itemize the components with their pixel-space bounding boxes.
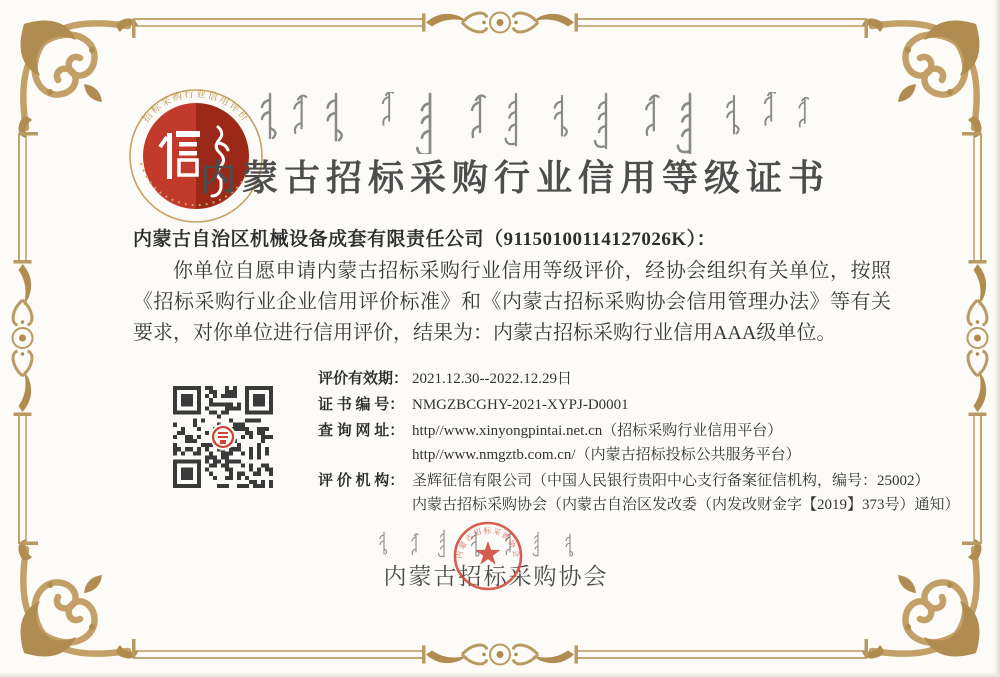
field-label: 评价有效期： — [318, 371, 409, 387]
field-value: NMGZBCGHY-2021-XYPJ-D0001 — [412, 397, 629, 413]
field-cert-number — [318, 393, 968, 417]
logo-arc-text: 招标采购行业信用评价 — [141, 89, 251, 125]
qr-code — [173, 386, 273, 488]
association-seal — [443, 511, 533, 601]
certificate-fields — [318, 367, 968, 519]
field-validity — [318, 367, 968, 391]
paper-edge-bottom — [0, 672, 1000, 677]
field-label: 证 书 编 号： — [318, 397, 405, 413]
seal-star-icon — [476, 541, 501, 565]
field-rating-agency — [318, 469, 968, 517]
issuer-name: 内蒙古招标采购协会 — [383, 564, 609, 589]
field-query-url — [318, 419, 968, 467]
field-value: 圣辉征信有限公司（中国人民银行贵阳中心支行备案征信机构，编号：25002） — [412, 473, 930, 489]
certificate-title: 内蒙古招标采购行业信用等级证书 — [200, 158, 831, 198]
company-name-line: 内蒙古自治区机械设备成套有限责任公司（91150100114127026K）： — [133, 229, 717, 250]
mongolian-script-header — [258, 92, 818, 154]
seal-arc-text: 内蒙古招标采购协会 — [454, 526, 522, 560]
paper-edge-right — [994, 0, 1000, 677]
field-value: 内蒙古招标采购协会（内蒙古自治区发改委（内发改财金字【2019】373号）通知） — [412, 497, 960, 513]
field-value: 2021.12.30--2022.12.29日 — [412, 371, 572, 387]
field-value: http//www.xinyongpintai.net.cn（招标采购行业信用平台） — [412, 423, 783, 439]
certificate-body: 你单位自愿申请内蒙古招标采购行业信用等级评价，经协会组织有关单位，按照《招标采购行业企业信用评价标准》和《内蒙古招标采购协会信用管理办法》等有关要求，对你单位进行信用评价，结果为：内蒙古招标采购行业信用AAA级单位。 — [133, 260, 891, 344]
field-value: http//www.nmgztb.com.cn/（内蒙古招标投标公共服务平台） — [412, 447, 801, 463]
field-label: 评 价 机 构： — [318, 473, 405, 489]
field-label: 查 询 网 址： — [318, 423, 405, 439]
